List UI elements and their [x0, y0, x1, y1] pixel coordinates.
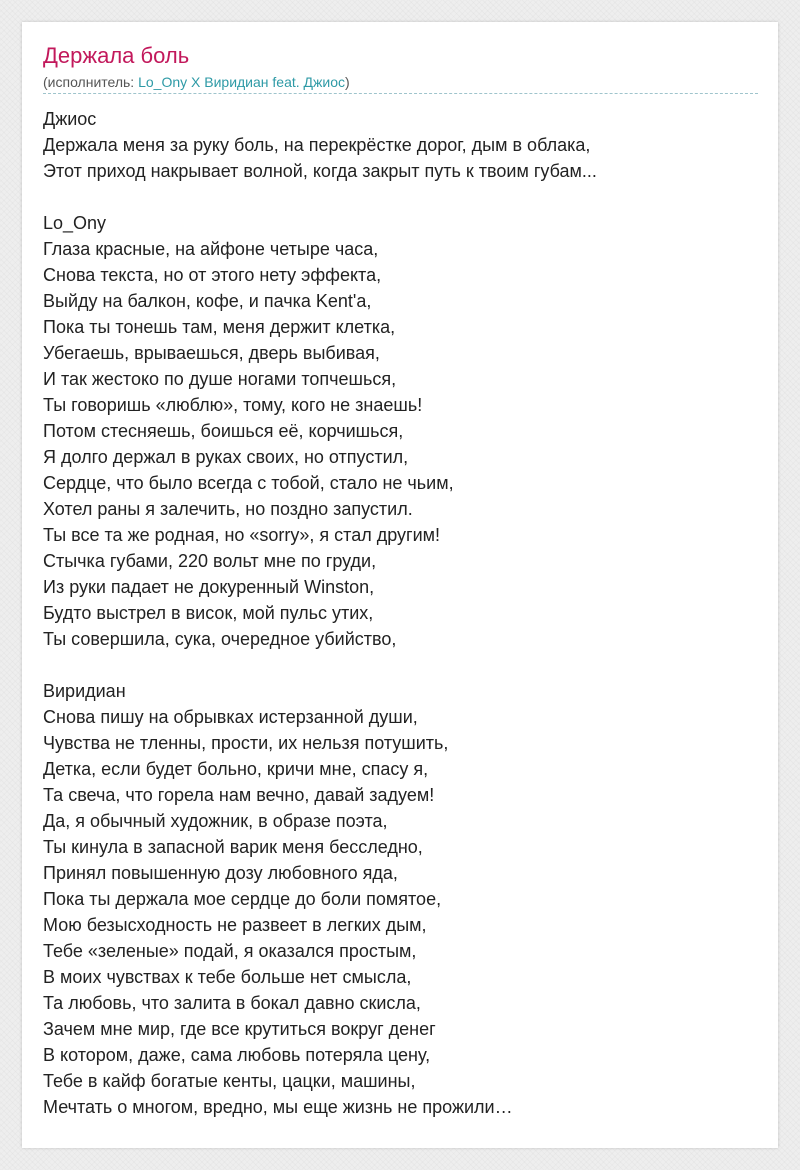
lyric-line: Ты все та же родная, но «sorry», я стал другим!: [43, 525, 441, 545]
lyric-line: Зачем мне мир, где все крутиться вокруг денег: [43, 1019, 436, 1039]
stanza-performer-label: Джиос: [43, 109, 97, 129]
lyric-line: Та любовь, что залита в бокал давно скисла,: [43, 993, 421, 1013]
lyric-line: Я долго держал в руках своих, но отпустил,: [43, 447, 409, 467]
lyric-line: И так жестоко по душе ногами топчешься,: [43, 369, 397, 389]
lyric-line: Снова текста, но от этого нету эффекта,: [43, 265, 382, 285]
lyric-line: Да, я обычный художник, в образе поэта,: [43, 811, 388, 831]
lyric-line: Убегаешь, врываешься, дверь выбивая,: [43, 343, 380, 363]
lyric-line: Потом стесняешь, боишься её, корчишься,: [43, 421, 404, 441]
lyrics-stanza: [43, 210, 758, 652]
lyric-line: В котором, даже, сама любовь потеряла цену,: [43, 1045, 431, 1065]
performer-line: [43, 73, 350, 91]
lyrics-text: [43, 106, 758, 1146]
lyric-line: Будто выстрел в висок, мой пульс утих,: [43, 603, 374, 623]
song-title: Держала боль: [43, 43, 190, 68]
stanza-performer-label: Lo_Ony: [43, 213, 107, 233]
lyric-line: Тебе «зеленые» подай, я оказался простым,: [43, 941, 417, 961]
lyric-line: Принял повышенную дозу любовного яда,: [43, 863, 398, 883]
title-divider: [43, 93, 758, 94]
lyric-line: Ты говоришь «люблю», тому, кого не знаешь!: [43, 395, 423, 415]
lyrics-card: [22, 22, 778, 1148]
stanza-performer-label: Виридиан: [43, 681, 126, 701]
lyric-line: Детка, если будет больно, кричи мне, спасу я,: [43, 759, 429, 779]
lyric-line: Держала меня за руку боль, на перекрёстке дорог, дым в облака,: [43, 135, 591, 155]
lyric-line: Стычка губами, 220 вольт мне по груди,: [43, 551, 377, 571]
lyric-line: Глаза красные, на айфоне четыре часа,: [43, 239, 379, 259]
performer-prefix: (исполнитель:: [43, 74, 139, 90]
performer-link[interactable]: Lo_Ony Х Виридиан feat. Джиос: [138, 74, 345, 90]
lyric-line: Тебе в кайф богатые кенты, цацки, машины,: [43, 1071, 416, 1091]
lyric-line: В моих чувствах к тебе больше нет смысла,: [43, 967, 412, 987]
lyric-line: Из руки падает не докуренный Winston,: [43, 577, 375, 597]
lyric-line: Та свеча, что горела нам вечно, давай задуем!: [43, 785, 435, 805]
lyrics-stanza: [43, 678, 758, 1120]
lyric-line: Выйду на балкон, кофе, и пачка Kent'a,: [43, 291, 372, 311]
lyric-line: Сердце, что было всегда с тобой, стало не чьим,: [43, 473, 454, 493]
lyric-line: Ты кинула в запасной варик меня бесследно,: [43, 837, 423, 857]
lyric-line: Мечтать о многом, вредно, мы еще жизнь не прожили…: [43, 1097, 513, 1117]
lyric-line: Чувства не тленны, прости, их нельзя потушить,: [43, 733, 449, 753]
performer-suffix: ): [345, 74, 350, 90]
lyric-line: Снова пишу на обрывках истерзанной души,: [43, 707, 418, 727]
lyrics-stanza: [43, 106, 758, 184]
lyric-line: Ты совершила, сука, очередное убийство,: [43, 629, 397, 649]
lyric-line: Мою безысходность не развеет в легких дым,: [43, 915, 427, 935]
lyric-line: Хотел раны я залечить, но поздно запустил.: [43, 499, 413, 519]
lyric-line: Пока ты держала мое сердце до боли помятое,: [43, 889, 442, 909]
lyric-line: Пока ты тонешь там, меня держит клетка,: [43, 317, 396, 337]
lyric-line: Этот приход накрывает волной, когда закрыт путь к твоим губам...: [43, 161, 597, 181]
